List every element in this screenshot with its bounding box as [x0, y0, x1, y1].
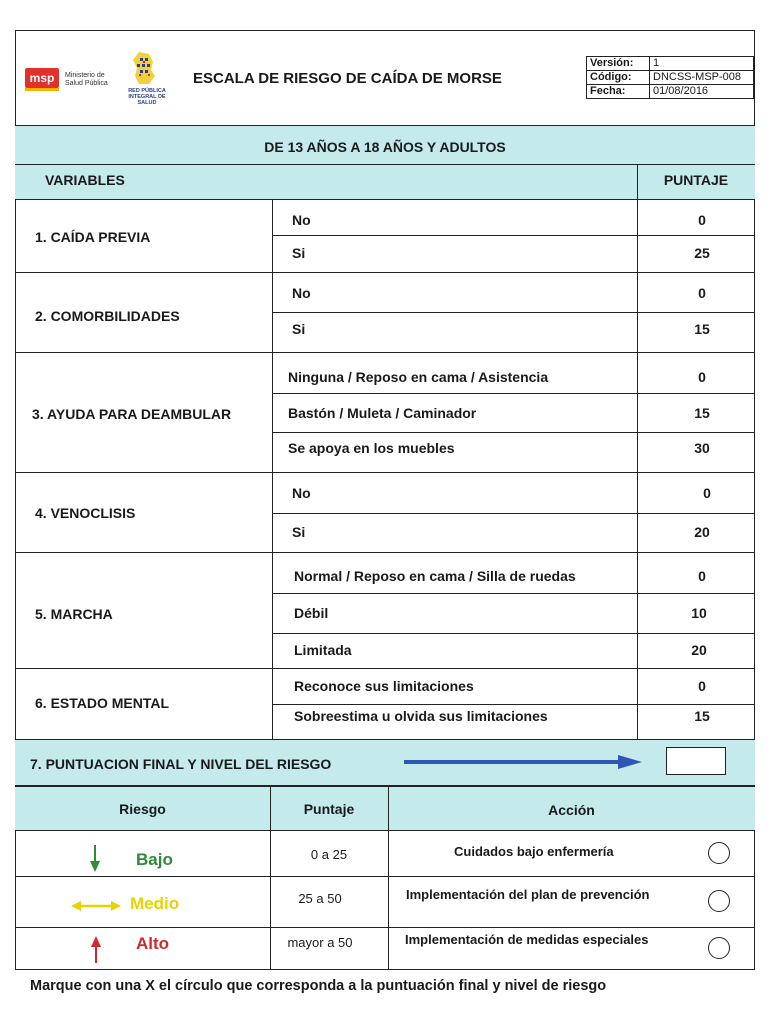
final-score-row	[15, 740, 755, 786]
option-label: Se apoya en los muebles	[288, 440, 455, 456]
risk-action: Implementación del plan de prevención	[406, 887, 650, 902]
risk-level-low: Bajo	[136, 850, 173, 869]
msp-logo: msp	[25, 68, 59, 88]
risk-range: mayor a 50	[287, 935, 353, 950]
points-header: Puntaje	[303, 801, 355, 817]
arrow-up-icon	[89, 936, 103, 964]
option-separator	[272, 704, 755, 705]
header	[15, 30, 755, 126]
group-separator	[15, 472, 755, 473]
option-label: Si	[292, 245, 306, 261]
option-separator	[272, 312, 755, 313]
score-header: PUNTAJE	[663, 172, 729, 188]
risk-table-header	[15, 786, 755, 831]
option-score: 0	[698, 568, 706, 584]
risk-level-medium: Medio	[130, 894, 180, 913]
variable-name: 6. ESTADO MENTAL	[35, 695, 170, 711]
risk-select-circle-medium[interactable]	[708, 890, 730, 912]
group-separator	[15, 668, 755, 669]
risk-range: 0 a 25	[310, 847, 348, 862]
option-label: No	[292, 485, 311, 501]
age-band-label: DE 13 AÑOS A 18 AÑOS Y ADULTOS	[264, 139, 506, 155]
age-band	[15, 126, 755, 165]
variable-name: 4. VENOCLISIS	[35, 505, 136, 521]
option-score: 20	[691, 642, 707, 658]
option-label: Si	[292, 321, 306, 337]
option-label: No	[292, 285, 311, 301]
meta-value: 01/08/2016	[650, 85, 754, 99]
meta-key: Versión:	[587, 57, 650, 71]
group-separator	[15, 552, 755, 553]
arrow-right-icon	[404, 752, 644, 772]
option-label: Si	[292, 524, 306, 540]
msp-logo-bar	[25, 88, 59, 91]
column-header	[15, 165, 755, 200]
final-score-input[interactable]	[666, 747, 726, 775]
risk-row-separator	[15, 927, 755, 928]
option-score: 25	[694, 245, 710, 261]
option-label: Normal / Reposo en cama / Silla de ruedas	[294, 568, 576, 584]
risk-select-circle-low[interactable]	[708, 842, 730, 864]
option-label: Ninguna / Reposo en cama / Asistencia	[288, 369, 549, 385]
option-separator	[272, 393, 755, 394]
option-separator	[272, 593, 755, 594]
option-score: 0	[698, 285, 706, 301]
variables-header: VARIABLES	[45, 172, 125, 188]
risk-select-circle-high[interactable]	[708, 937, 730, 959]
variable-name: 2. COMORBILIDADES	[35, 308, 180, 324]
meta-key: Fecha:	[587, 85, 650, 99]
meta-key: Código:	[587, 71, 650, 85]
ministry-name: Ministerio de Salud Pública	[65, 72, 108, 87]
option-separator	[272, 432, 755, 433]
option-label: Limitada	[294, 642, 352, 658]
arrow-left-right-icon	[71, 899, 121, 913]
option-label: Bastón / Muleta / Caminador	[288, 405, 477, 421]
option-score: 15	[694, 405, 710, 421]
option-label: Sobreestima u olvida sus limitaciones	[294, 708, 548, 724]
variable-name: 1. CAÍDA PREVIA	[35, 229, 151, 245]
option-score: 0	[698, 369, 706, 385]
page-title: ESCALA DE RIESGO DE CAÍDA DE MORSE	[193, 70, 502, 87]
red-publica-text: RED PÚBLICA INTEGRAL DE SALUD	[128, 88, 166, 106]
risk-action: Implementación de medidas especiales	[405, 932, 649, 947]
arrow-down-icon	[88, 845, 102, 873]
action-header: Acción	[548, 802, 595, 818]
risk-top-border	[15, 786, 755, 787]
meta-value: 1	[650, 57, 754, 71]
risk-action: Cuidados bajo enfermería	[454, 844, 614, 859]
risk-row-separator	[15, 876, 755, 877]
variable-name: 3. AYUDA PARA DEAMBULAR	[32, 406, 232, 422]
risk-divider	[388, 786, 389, 970]
risk-header: Riesgo	[119, 801, 166, 817]
document-meta	[586, 56, 754, 99]
option-divider	[272, 200, 273, 740]
risk-level-high: Alto	[136, 934, 170, 953]
option-separator	[272, 235, 755, 236]
option-score: 20	[694, 524, 710, 540]
group-separator	[15, 272, 755, 273]
option-label: Reconoce sus limitaciones	[294, 678, 474, 694]
option-label: Débil	[294, 605, 329, 621]
option-score: 15	[694, 321, 710, 337]
group-separator	[15, 352, 755, 353]
footer-instruction: Marque con una X el círculo que corresponda a la puntuación final y nivel de riesgo	[30, 978, 607, 994]
option-separator	[272, 513, 755, 514]
meta-value: DNCSS-MSP-008	[650, 71, 754, 85]
option-score: 0	[698, 678, 706, 694]
final-score-label: 7. PUNTUACION FINAL Y NIVEL DEL RIESGO	[30, 756, 332, 772]
option-score: 30	[694, 440, 710, 456]
option-separator	[272, 633, 755, 634]
risk-range: 25 a 50	[298, 891, 342, 906]
variable-name: 5. MARCHA	[35, 606, 113, 622]
option-label: No	[292, 212, 311, 228]
option-score: 0	[703, 485, 711, 501]
option-score: 0	[698, 212, 706, 228]
option-score: 10	[691, 605, 707, 621]
option-score: 15	[694, 708, 710, 724]
